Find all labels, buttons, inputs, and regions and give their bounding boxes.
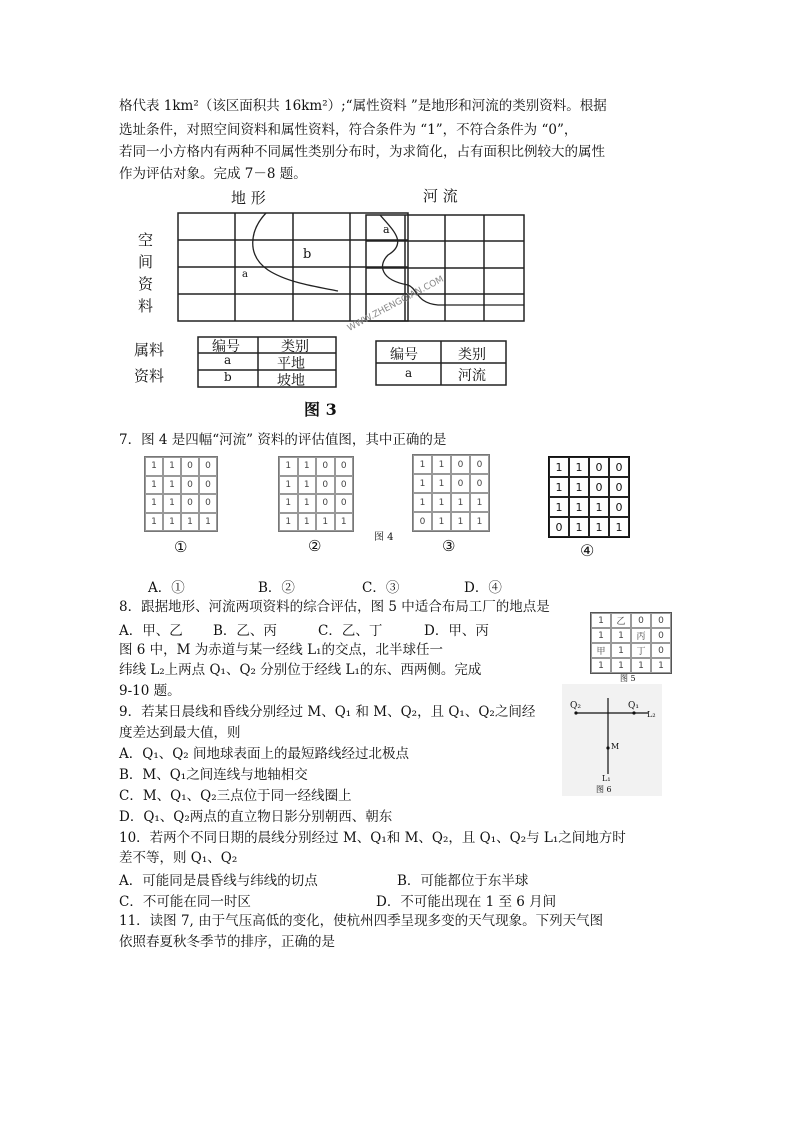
fig3-attr-label-1: 属料 bbox=[134, 341, 165, 359]
grid-cell: 1 bbox=[591, 628, 611, 643]
q8-option-c[interactable]: C．乙、丁 bbox=[318, 623, 383, 639]
grid-cell: 1 bbox=[279, 476, 298, 495]
terrain-table-cell: a bbox=[224, 353, 232, 367]
fig3-terrain-label-b: b bbox=[303, 247, 312, 262]
q9-option-a[interactable]: A．Q₁、Q₂ 间地球表面上的最短路线经过北极点 bbox=[119, 746, 409, 762]
fig4-grid-3 bbox=[412, 454, 490, 532]
grid-cell: 0 bbox=[316, 476, 335, 495]
grid-cell: 1 bbox=[145, 494, 163, 513]
grid-cell: 0 bbox=[316, 457, 335, 476]
grid-cell: 1 bbox=[569, 517, 589, 537]
grid-cell: 0 bbox=[651, 628, 671, 643]
grid-cell: 0 bbox=[651, 613, 671, 628]
grid-cell: 1 bbox=[591, 658, 611, 673]
fig3-side-label-4: 料 bbox=[138, 297, 154, 315]
fig6-q1-label: Q₁ bbox=[628, 701, 639, 711]
grid-cell: 1 bbox=[470, 493, 489, 512]
q9-intro-line-1: 图 6 中，M 为赤道与某一经线 L₁的交点，北半球任一 bbox=[119, 642, 443, 658]
grid-cell: 0 bbox=[470, 474, 489, 493]
grid-cell: 1 bbox=[451, 512, 470, 531]
grid-cell: 1 bbox=[569, 477, 589, 497]
grid-cell: 1 bbox=[549, 497, 569, 517]
grid-cell: 1 bbox=[569, 497, 589, 517]
grid-cell: 1 bbox=[591, 613, 611, 628]
fig4-label-4: ④ bbox=[580, 541, 595, 560]
figure-6 bbox=[562, 684, 662, 796]
grid-cell: 1 bbox=[298, 513, 317, 532]
fig3-side-label-1: 空 bbox=[138, 231, 154, 249]
grid-cell: 1 bbox=[199, 513, 217, 532]
grid-cell: 1 bbox=[432, 512, 451, 531]
grid-cell: 1 bbox=[145, 457, 163, 476]
q8-option-b[interactable]: B．乙、丙 bbox=[213, 623, 277, 639]
intro-line-2: 选址条件，对照空间资料和属性资料，符合条件为 “1”，不符合条件为 “0”， bbox=[119, 122, 578, 138]
fig4-caption: 图 4 bbox=[374, 532, 394, 543]
grid-cell: 1 bbox=[432, 493, 451, 512]
q9-option-d[interactable]: D．Q₁、Q₂两点的直立物日影分别朝西、朝东 bbox=[119, 809, 393, 825]
grid-cell: 甲 bbox=[591, 643, 611, 658]
grid-cell: 0 bbox=[181, 476, 199, 495]
grid-cell: 1 bbox=[413, 474, 432, 493]
grid-cell: 1 bbox=[163, 494, 181, 513]
fig4-label-1: ① bbox=[174, 538, 188, 556]
fig3-attr-label-2: 资料 bbox=[134, 367, 165, 385]
q9-intro-line-3: 9-10 题。 bbox=[119, 683, 181, 699]
grid-cell: 1 bbox=[569, 457, 589, 477]
q9-option-b[interactable]: B．M、Q₁之间连线与地轴相交 bbox=[119, 767, 308, 783]
grid-cell: 1 bbox=[611, 658, 631, 673]
terrain-table-header-type: 类别 bbox=[281, 339, 309, 355]
grid-cell: 0 bbox=[316, 494, 335, 513]
grid-cell: 0 bbox=[199, 457, 217, 476]
grid-cell: 0 bbox=[589, 457, 609, 477]
grid-cell: 1 bbox=[413, 455, 432, 474]
river-table-header-id: 编号 bbox=[390, 347, 418, 363]
q7-option-c[interactable]: C．③ bbox=[362, 580, 400, 596]
q10-option-b[interactable]: B．可能都位于东半球 bbox=[397, 873, 529, 889]
watermark: WWW.ZHENGQIAN.COM bbox=[346, 274, 446, 334]
grid-cell: 0 bbox=[451, 455, 470, 474]
grid-cell: 1 bbox=[279, 457, 298, 476]
grid-cell: 0 bbox=[609, 457, 629, 477]
grid-cell: 1 bbox=[609, 517, 629, 537]
grid-cell: 1 bbox=[549, 457, 569, 477]
grid-cell: 1 bbox=[316, 513, 335, 532]
grid-cell: 1 bbox=[451, 493, 470, 512]
grid-cell: 0 bbox=[549, 517, 569, 537]
grid-cell: 1 bbox=[145, 476, 163, 495]
grid-cell: 1 bbox=[298, 494, 317, 513]
fig4-grid-2 bbox=[278, 456, 354, 532]
fig6-l2-label: L₂ bbox=[647, 710, 656, 719]
grid-cell: 1 bbox=[611, 628, 631, 643]
grid-cell: 1 bbox=[589, 517, 609, 537]
grid-cell: 1 bbox=[549, 477, 569, 497]
fig4-grid-4 bbox=[548, 456, 630, 538]
fig6-l1-label: L₁ bbox=[602, 774, 611, 783]
q10-option-d[interactable]: D．不可能出现在 1 至 6 月间 bbox=[376, 894, 557, 910]
grid-cell: 1 bbox=[298, 457, 317, 476]
q7-option-a[interactable]: A．① bbox=[148, 580, 185, 596]
grid-cell: 1 bbox=[298, 476, 317, 495]
fig3-river-label-a: a bbox=[383, 223, 390, 236]
fig6-q2-label: Q₂ bbox=[570, 701, 581, 711]
grid-cell: 0 bbox=[181, 457, 199, 476]
grid-cell: 1 bbox=[279, 513, 298, 532]
grid-cell: 1 bbox=[163, 513, 181, 532]
grid-cell: 0 bbox=[181, 494, 199, 513]
terrain-table-cell: 坡地 bbox=[277, 373, 305, 389]
grid-cell: 1 bbox=[335, 513, 354, 532]
fig3-terrain-label-a: a bbox=[242, 269, 248, 280]
fig6-m-label: M bbox=[611, 742, 620, 751]
q8-option-a[interactable]: A．甲、乙 bbox=[119, 623, 183, 639]
grid-cell: 0 bbox=[451, 474, 470, 493]
river-table-cell: 河流 bbox=[458, 368, 486, 384]
q7-text: 7．图 4 是四幅“河流” 资料的评估值图，其中正确的是 bbox=[119, 432, 447, 448]
q10-option-a[interactable]: A．可能同是晨昏线与纬线的切点 bbox=[119, 873, 318, 889]
grid-cell: 丙 bbox=[631, 628, 651, 643]
grid-cell: 0 bbox=[470, 455, 489, 474]
grid-cell: 1 bbox=[432, 474, 451, 493]
grid-cell: 1 bbox=[470, 512, 489, 531]
q11-line-2: 依照春夏秋冬季节的排序，正确的是 bbox=[119, 934, 335, 950]
grid-cell: 1 bbox=[631, 658, 651, 673]
q10-option-c[interactable]: C．不可能在同一时区 bbox=[119, 894, 251, 910]
grid-cell: 0 bbox=[651, 643, 671, 658]
figure-3 bbox=[118, 185, 548, 420]
q7-option-d[interactable]: D．④ bbox=[464, 580, 502, 596]
intro-line-1: 格代表 1km²（该区面积共 16km²）;“属性资料 ”是地形和河流的类别资料。根据 bbox=[119, 98, 607, 114]
q9-line-1: 9．若某日晨线和昏线分别经过 M、Q₁ 和 M、Q₂，且 Q₁、Q₂之间经 bbox=[119, 704, 536, 720]
grid-cell: 0 bbox=[631, 613, 651, 628]
terrain-table-cell: 平地 bbox=[277, 356, 305, 372]
q7-option-b[interactable]: B．② bbox=[258, 580, 295, 596]
fig3-terrain-title: 地 形 bbox=[231, 189, 266, 207]
q9-line-2: 度差达到最大值，则 bbox=[119, 725, 241, 741]
grid-cell: 0 bbox=[589, 477, 609, 497]
q10-line-2: 差不等，则 Q₁、Q₂ bbox=[119, 850, 238, 866]
intro-line-4: 作为评估对象。完成 7－8 题。 bbox=[119, 166, 307, 182]
fig3-side-label-2: 间 bbox=[138, 253, 154, 271]
grid-cell: 0 bbox=[199, 494, 217, 513]
terrain-table-cell: b bbox=[224, 370, 232, 384]
grid-cell: 1 bbox=[589, 497, 609, 517]
q11-line-1: 11．读图 7, 由于气压高低的变化，使杭州四季呈现多变的天气现象。下列天气图 bbox=[119, 913, 604, 929]
fig3-side-label-3: 资 bbox=[138, 275, 154, 293]
grid-cell: 0 bbox=[609, 477, 629, 497]
q8-option-d[interactable]: D．甲、丙 bbox=[424, 623, 489, 639]
grid-cell: 0 bbox=[199, 476, 217, 495]
q10-line-1: 10．若两个不同日期的晨线分别经过 M、Q₁和 M、Q₂，且 Q₁、Q₂与 L₁之间地方时 bbox=[119, 830, 626, 846]
grid-cell: 1 bbox=[651, 658, 671, 673]
q8-text: 8．跟据地形、河流两项资料的综合评估，图 5 中适合布局工厂的地点是 bbox=[119, 599, 550, 615]
fig5-grid bbox=[590, 612, 672, 674]
grid-cell: 0 bbox=[335, 494, 354, 513]
grid-cell: 1 bbox=[611, 643, 631, 658]
grid-cell: 0 bbox=[335, 457, 354, 476]
river-table-cell: a bbox=[405, 366, 413, 380]
fig4-label-2: ② bbox=[308, 537, 322, 555]
grid-cell: 1 bbox=[279, 494, 298, 513]
fig3-caption: 图 3 bbox=[304, 400, 337, 419]
terrain-table-header-id: 编号 bbox=[212, 339, 240, 355]
fig4-label-3: ③ bbox=[442, 537, 456, 555]
fig4-grid-1 bbox=[144, 456, 218, 532]
grid-cell: 1 bbox=[163, 457, 181, 476]
grid-cell: 1 bbox=[163, 476, 181, 495]
q9-option-c[interactable]: C．M、Q₁、Q₂三点位于同一经线圈上 bbox=[119, 788, 352, 804]
grid-cell: 1 bbox=[181, 513, 199, 532]
river-table-header-type: 类别 bbox=[458, 347, 486, 363]
grid-cell: 0 bbox=[609, 497, 629, 517]
grid-cell: 1 bbox=[413, 493, 432, 512]
grid-cell: 0 bbox=[335, 476, 354, 495]
grid-cell: 1 bbox=[145, 513, 163, 532]
grid-cell: 丁 bbox=[631, 643, 651, 658]
grid-cell: 乙 bbox=[611, 613, 631, 628]
q9-intro-line-2: 纬线 L₂上两点 Q₁、Q₂ 分别位于经线 L₁的东、西两侧。完成 bbox=[119, 662, 482, 678]
grid-cell: 0 bbox=[413, 512, 432, 531]
grid-cell: 1 bbox=[432, 455, 451, 474]
fig6-caption: 图 6 bbox=[596, 785, 612, 794]
intro-line-3: 若同一小方格内有两种不同属性类别分布时，为求简化，占有面积比例较大的属性 bbox=[119, 144, 605, 160]
fig5-caption: 图 5 bbox=[620, 674, 636, 683]
fig3-river-title: 河 流 bbox=[423, 187, 458, 205]
